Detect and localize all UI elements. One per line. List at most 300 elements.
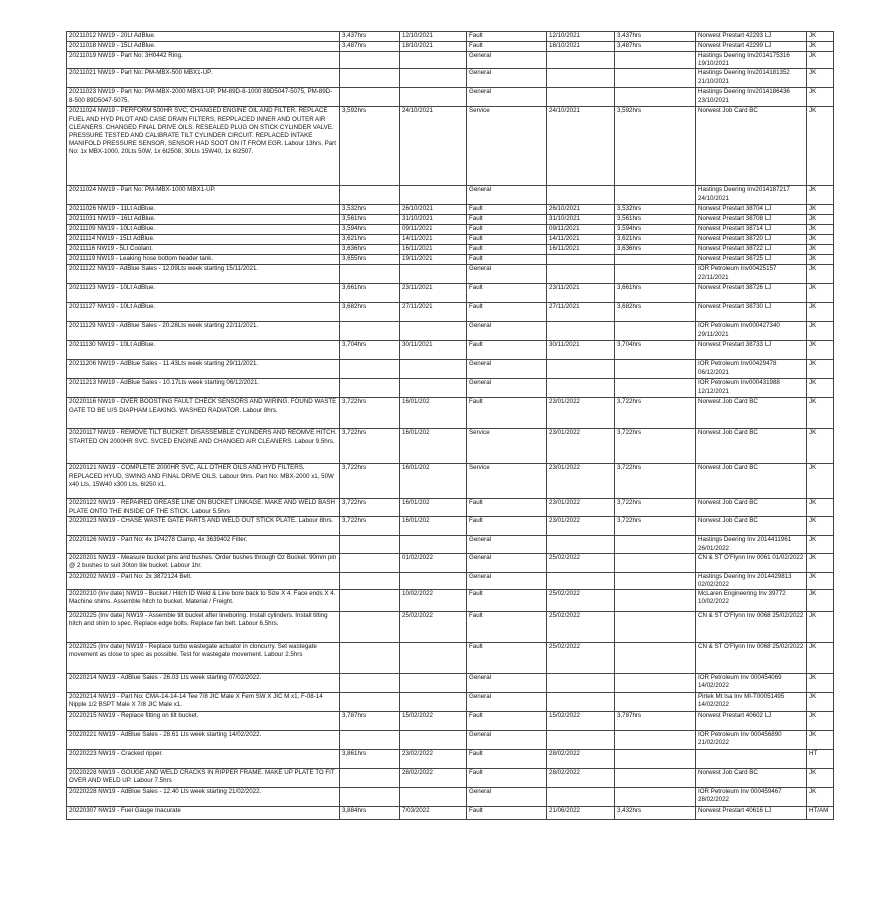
- completed-date-cell: 23/11/2021: [547, 284, 615, 303]
- work-description: 20220221 NW19 - AdBlue Sales - 28.61 Lts week starting 14/02/2022.: [67, 731, 340, 750]
- table-row: [67, 643, 834, 674]
- hours-cell: 3,722hrs: [340, 429, 400, 464]
- type-cell: General: [467, 360, 547, 379]
- completed-hours-cell: 3,787hrs: [615, 712, 696, 731]
- initials-cell: JK: [807, 284, 834, 303]
- initials-cell: JK: [807, 499, 834, 517]
- completed-hours-cell: 3,661hrs: [615, 284, 696, 303]
- work-description: 20211129 NW19 - AdBlue Sales - 20.28Lts week starting 22/11/2021.: [67, 322, 340, 341]
- completed-hours-cell: [615, 590, 696, 612]
- reference-cell: Norwest Job Card BC: [696, 398, 807, 429]
- initials-cell: JK: [807, 52, 834, 69]
- reference-cell: Norwest Job Card BC: [696, 464, 807, 499]
- reference-cell: Hastings Deering Inv2014187217 24/10/2021: [696, 186, 807, 205]
- initials-cell: JK: [807, 693, 834, 712]
- date-cell: [400, 69, 467, 88]
- maintenance-log-table: [66, 31, 834, 820]
- reference-cell: Norwest Prestart 38730 LJ: [696, 303, 807, 322]
- completed-date-cell: 14/11/2021: [547, 235, 615, 245]
- table-row: [67, 536, 834, 553]
- table-row: [67, 107, 834, 186]
- type-cell: General: [467, 536, 547, 553]
- completed-hours-cell: 3,594hrs: [615, 225, 696, 235]
- completed-hours-cell: [615, 643, 696, 674]
- hours-cell: [340, 674, 400, 693]
- initials-cell: JK: [807, 215, 834, 225]
- type-cell: Fault: [467, 235, 547, 245]
- completed-date-cell: 15/02/2022: [547, 712, 615, 731]
- work-description: 20220228 NW19 - AdBlue Sales - 12.40 Lts week starting 21/02/2022.: [67, 788, 340, 807]
- initials-cell: JK: [807, 322, 834, 341]
- date-cell: 09/11/2021: [400, 225, 467, 235]
- hours-cell: [340, 612, 400, 643]
- work-description: 20211023 NW19 - Part No: PM-MBX-2000 MBX1-UP, PM-89D-8-1000 89D5047-5075, PM-89D-8-500 89D5047-5075.: [67, 88, 340, 107]
- table-row: [67, 674, 834, 693]
- table-row: [67, 807, 834, 820]
- date-cell: [400, 360, 467, 379]
- type-cell: General: [467, 69, 547, 88]
- date-cell: [400, 88, 467, 107]
- hours-cell: 3,594hrs: [340, 225, 400, 235]
- table-row: [67, 322, 834, 341]
- initials-cell: JK: [807, 572, 834, 589]
- completed-hours-cell: 3,432hrs: [615, 807, 696, 820]
- work-description: 20220121 NW19 - COMPLETE 2000HR SVC, ALL OTHER OILS AND HYD FILTERS. REPLACED HYUD, SWING AND FINAL DRIVE OILS. Labour 9hrs. Part No: MBX-2000 x1, 50W x40 Lts, 15W40 x300 Lts, 6I250 x1.: [67, 464, 340, 499]
- type-cell: Service: [467, 464, 547, 499]
- date-cell: 16/01/202: [400, 398, 467, 429]
- initials-cell: JK: [807, 225, 834, 235]
- hours-cell: [340, 322, 400, 341]
- type-cell: General: [467, 788, 547, 807]
- type-cell: Fault: [467, 225, 547, 235]
- completed-hours-cell: [615, 88, 696, 107]
- completed-hours-cell: [615, 186, 696, 205]
- completed-hours-cell: [615, 572, 696, 589]
- initials-cell: JK: [807, 536, 834, 553]
- initials-cell: JK: [807, 612, 834, 643]
- date-cell: [400, 643, 467, 674]
- date-cell: [400, 693, 467, 712]
- completed-hours-cell: 3,621hrs: [615, 235, 696, 245]
- reference-cell: Hastings Deering Inv2014181352 21/10/2021: [696, 69, 807, 88]
- completed-date-cell: [547, 788, 615, 807]
- reference-cell: Pirtek Mt Isa Inv MI-T00051495 14/02/2022: [696, 693, 807, 712]
- work-description: 20220307 NW19 - Fuel Gauge Inacurate: [67, 807, 340, 820]
- hours-cell: [340, 360, 400, 379]
- work-description: 20211024 NW19 - Part No: PM-MBX-1000 MBX1-UP.: [67, 186, 340, 205]
- table-row: [67, 265, 834, 284]
- initials-cell: JK: [807, 205, 834, 215]
- completed-date-cell: [547, 265, 615, 284]
- completed-date-cell: [547, 52, 615, 69]
- reference-cell: IOR Petroleum Inv 000454069 14/02/2022: [696, 674, 807, 693]
- date-cell: 12/10/2021: [400, 32, 467, 42]
- completed-hours-cell: 3,592hrs: [615, 107, 696, 186]
- hours-cell: [340, 572, 400, 589]
- completed-date-cell: 28/02/2022: [547, 750, 615, 769]
- hours-cell: 3,636hrs: [340, 245, 400, 255]
- table-row: [67, 303, 834, 322]
- type-cell: General: [467, 731, 547, 750]
- reference-cell: Norwest Prestart 38726 LJ: [696, 284, 807, 303]
- hours-cell: [340, 88, 400, 107]
- completed-date-cell: 21/06/2022: [547, 807, 615, 820]
- initials-cell: JK: [807, 517, 834, 536]
- work-description: 20211109 NW19 - 10Lt AdBlue.: [67, 225, 340, 235]
- table-row: [67, 360, 834, 379]
- work-description: 20220225 (Inv date) NW19 - Replace turbo wastegate actuator in cloncurry. Set wastegate movement as close to spec as possible. Test for wastegate movement. Labour 2.5hrs: [67, 643, 340, 674]
- hours-cell: [340, 379, 400, 398]
- initials-cell: JK: [807, 429, 834, 464]
- date-cell: 16/01/202: [400, 429, 467, 464]
- table-row: [67, 750, 834, 769]
- work-description: 20220116 NW19 - OVER BOOSTING FAULT CHECK SENSORS AND WIRING. FOUND WASTE GATE TO BE U/S DIAPHAM LEAKING. WASHED RADIATOR. Labour 8hrs.: [67, 398, 340, 429]
- hours-cell: [340, 788, 400, 807]
- completed-hours-cell: [615, 265, 696, 284]
- date-cell: 16/01/202: [400, 464, 467, 499]
- hours-cell: [340, 69, 400, 88]
- initials-cell: JK: [807, 553, 834, 572]
- completed-date-cell: 28/02/2022: [547, 769, 615, 788]
- date-cell: 7/03/2022: [400, 807, 467, 820]
- type-cell: Fault: [467, 517, 547, 536]
- work-description: 20211018 NW19 - 15Lt AdBlue.: [67, 42, 340, 52]
- work-description: 20211130 NW19 - 10Lt AdBlue.: [67, 341, 340, 360]
- completed-hours-cell: [615, 52, 696, 69]
- completed-date-cell: [547, 572, 615, 589]
- initials-cell: JK: [807, 186, 834, 205]
- type-cell: Service: [467, 107, 547, 186]
- table-row: [67, 612, 834, 643]
- reference-cell: Norwest Prestart 38733 LJ: [696, 341, 807, 360]
- reference-cell: Norwest Job Card BC: [696, 517, 807, 536]
- initials-cell: HT/AM: [807, 807, 834, 820]
- initials-cell: JK: [807, 255, 834, 265]
- work-description: 20220214 NW19 - Part No: CMA-14-14-14 Tee 7/8 JIC Male X Fem SW X JIC M x1, F-08-14 Nipple 1/2 BSPT Male X 7/8 JIC Male x1.: [67, 693, 340, 712]
- completed-date-cell: 25/02/2022: [547, 553, 615, 572]
- completed-date-cell: [547, 379, 615, 398]
- initials-cell: JK: [807, 590, 834, 612]
- table-row: [67, 52, 834, 69]
- table-row: [67, 398, 834, 429]
- table-row: [67, 553, 834, 572]
- initials-cell: JK: [807, 88, 834, 107]
- table-row: [67, 731, 834, 750]
- work-description: 20211021 NW19 - Part No: PM-MBX-500 MBX1-UP.: [67, 69, 340, 88]
- table-row: [67, 464, 834, 499]
- initials-cell: JK: [807, 245, 834, 255]
- date-cell: 30/11/2021: [400, 341, 467, 360]
- completed-hours-cell: 3,487hrs: [615, 42, 696, 52]
- date-cell: 10/02/2022: [400, 590, 467, 612]
- completed-hours-cell: [615, 750, 696, 769]
- completed-date-cell: [547, 322, 615, 341]
- work-description: 20220202 NW19 - Part No: 2x 3872124 Belt.: [67, 572, 340, 589]
- reference-cell: IOR Petroleum Inv00425157 22/11/2021: [696, 265, 807, 284]
- type-cell: Fault: [467, 643, 547, 674]
- hours-cell: 3,655hrs: [340, 255, 400, 265]
- work-description: 20220117 NW19 - REMOVE TILT BUCKET. DISASSEMBLE CYLINDERS AND REOMVE HITCH. STARTED ON 2000HR SVC. SVCED ENGINE AND CHANGED AIR CLEANERS. Labour 9.5hrs.: [67, 429, 340, 464]
- reference-cell: IOR Petroleum Inv00429478 06/12/2021: [696, 360, 807, 379]
- completed-date-cell: 18/10/2021: [547, 42, 615, 52]
- completed-date-cell: 23/01/2022: [547, 517, 615, 536]
- initials-cell: JK: [807, 643, 834, 674]
- completed-date-cell: [547, 536, 615, 553]
- table-row: [67, 225, 834, 235]
- completed-date-cell: 12/10/2021: [547, 32, 615, 42]
- work-description: 20211116 NW19 - 5Lt Coolant.: [67, 245, 340, 255]
- initials-cell: JK: [807, 69, 834, 88]
- type-cell: Fault: [467, 750, 547, 769]
- type-cell: General: [467, 674, 547, 693]
- type-cell: General: [467, 379, 547, 398]
- hours-cell: [340, 693, 400, 712]
- completed-date-cell: 09/11/2021: [547, 225, 615, 235]
- work-description: 20211012 NW19 - 20Lt AdBlue.: [67, 32, 340, 42]
- reference-cell: Norwest Prestart 42299 LJ: [696, 42, 807, 52]
- type-cell: General: [467, 265, 547, 284]
- date-cell: 24/10/2021: [400, 107, 467, 186]
- type-cell: Fault: [467, 612, 547, 643]
- completed-hours-cell: 3,722hrs: [615, 517, 696, 536]
- date-cell: [400, 572, 467, 589]
- reference-cell: Norwest Prestart 38725 LJ: [696, 255, 807, 265]
- reference-cell: CN & ST O'Flynn Inv 0061 01/02/2022: [696, 553, 807, 572]
- completed-date-cell: 23/01/2022: [547, 499, 615, 517]
- initials-cell: JK: [807, 379, 834, 398]
- initials-cell: JK: [807, 674, 834, 693]
- date-cell: 23/02/2022: [400, 750, 467, 769]
- type-cell: General: [467, 322, 547, 341]
- completed-date-cell: 30/11/2021: [547, 341, 615, 360]
- completed-date-cell: [547, 731, 615, 750]
- initials-cell: JK: [807, 769, 834, 788]
- reference-cell: Norwest Prestart 38714 LJ: [696, 225, 807, 235]
- hours-cell: [340, 536, 400, 553]
- hours-cell: [340, 643, 400, 674]
- hours-cell: [340, 186, 400, 205]
- work-description: 20211123 NW19 - 10Lt AdBlue.: [67, 284, 340, 303]
- initials-cell: JK: [807, 107, 834, 186]
- completed-date-cell: 25/02/2022: [547, 612, 615, 643]
- reference-cell: Norwest Job Card BC: [696, 769, 807, 788]
- table-row: [67, 245, 834, 255]
- initials-cell: JK: [807, 235, 834, 245]
- date-cell: [400, 265, 467, 284]
- reference-cell: IOR Petroleum Inv000427340 29/11/2021: [696, 322, 807, 341]
- date-cell: 23/11/2021: [400, 284, 467, 303]
- table-row: [67, 499, 834, 517]
- table-row: [67, 284, 834, 303]
- reference-cell: Hastings Deering Inv 2014411961 26/01/2022: [696, 536, 807, 553]
- reference-cell: Hastings Deering Inv2014175316 19/10/2021: [696, 52, 807, 69]
- work-description: 20211026 NW19 - 11Lt AdBlue.: [67, 205, 340, 215]
- completed-date-cell: 23/01/2022: [547, 464, 615, 499]
- completed-hours-cell: [615, 693, 696, 712]
- initials-cell: JK: [807, 42, 834, 52]
- completed-hours-cell: 3,682hrs: [615, 303, 696, 322]
- table-row: [67, 590, 834, 612]
- work-description: 20220210 (Inv date) NW19 - Bucket / Hitch ID Weld & Line bore back to Size X 4. Face ends X 4. Machine shims. Assemble hitch to bucket. Material / Freight.: [67, 590, 340, 612]
- table-row: [67, 215, 834, 225]
- completed-hours-cell: [615, 255, 696, 265]
- work-description: 20220225 (Inv date) NW19 - Assemble tilt bucket after lineboring. Install cylinders. Install tilting hitch and shim to spec. Replace edge bolts. Replace fan belt. Labour 6.5hrs.: [67, 612, 340, 643]
- completed-date-cell: 23/01/2022: [547, 429, 615, 464]
- hours-cell: 3,722hrs: [340, 499, 400, 517]
- hours-cell: 3,661hrs: [340, 284, 400, 303]
- type-cell: General: [467, 52, 547, 69]
- hours-cell: 3,704hrs: [340, 341, 400, 360]
- work-description: 20220201 NW19 - Measure bucket pins and bushes. Order bushes through Oz Bucket. 90mm pin @ 2 bushes to suit 30ton tile bucket. Labour 1hr.: [67, 553, 340, 572]
- hours-cell: 3,722hrs: [340, 464, 400, 499]
- work-description: 20220228 NW19 - GOUGE AND WELD CRACKS IN RIPPER FRAME. MAKE UP PLATE TO FIT OVER AND WELD UP. Labour 7.5hrs: [67, 769, 340, 788]
- reference-cell: Norwest Prestart 40602 LJ: [696, 712, 807, 731]
- completed-date-cell: 25/02/2022: [547, 590, 615, 612]
- completed-date-cell: 27/11/2021: [547, 303, 615, 322]
- work-description: 20220126 NW19 - Part No: 4x 1P4278 Clamp, 4x 3639402 Filter.: [67, 536, 340, 553]
- date-cell: [400, 731, 467, 750]
- type-cell: Fault: [467, 205, 547, 215]
- work-description: 20220123 NW19 - CHASE WASTE GATE PARTS AND WELD OUT STICK PLATE. Labour 8hrs.: [67, 517, 340, 536]
- table-row: [67, 42, 834, 52]
- completed-hours-cell: 3,722hrs: [615, 398, 696, 429]
- work-description: 20211031 NW19 - 16Lt AdBlue.: [67, 215, 340, 225]
- date-cell: [400, 52, 467, 69]
- hours-cell: [340, 265, 400, 284]
- reference-cell: CN & ST O'Flynn Inv 0068 25/02/2022: [696, 643, 807, 674]
- completed-hours-cell: [615, 612, 696, 643]
- reference-cell: CN & ST O'Flynn Inv 0068 25/02/2022: [696, 612, 807, 643]
- hours-cell: 3,682hrs: [340, 303, 400, 322]
- type-cell: Fault: [467, 42, 547, 52]
- type-cell: Fault: [467, 341, 547, 360]
- type-cell: Fault: [467, 215, 547, 225]
- date-cell: 14/11/2021: [400, 235, 467, 245]
- initials-cell: JK: [807, 341, 834, 360]
- reference-cell: Norwest Job Card BC: [696, 429, 807, 464]
- work-description: 20211122 NW19 - AdBlue Sales - 12.09Lts week starting 15/11/2021.: [67, 265, 340, 284]
- date-cell: 16/01/202: [400, 499, 467, 517]
- table-row: [67, 693, 834, 712]
- date-cell: 27/11/2021: [400, 303, 467, 322]
- completed-date-cell: 24/10/2021: [547, 107, 615, 186]
- completed-hours-cell: [615, 674, 696, 693]
- table-row: [67, 788, 834, 807]
- completed-hours-cell: 3,437hrs: [615, 32, 696, 42]
- table-row: [67, 205, 834, 215]
- type-cell: General: [467, 553, 547, 572]
- type-cell: Fault: [467, 499, 547, 517]
- completed-date-cell: [547, 69, 615, 88]
- table-row: [67, 32, 834, 42]
- date-cell: [400, 788, 467, 807]
- initials-cell: JK: [807, 712, 834, 731]
- type-cell: General: [467, 693, 547, 712]
- initials-cell: JK: [807, 303, 834, 322]
- type-cell: General: [467, 186, 547, 205]
- reference-cell: [696, 750, 807, 769]
- reference-cell: IOR Petroleum Inv000431988 12/12/2021: [696, 379, 807, 398]
- date-cell: [400, 186, 467, 205]
- completed-date-cell: [547, 255, 615, 265]
- type-cell: Fault: [467, 769, 547, 788]
- initials-cell: JK: [807, 32, 834, 42]
- table-row: [67, 88, 834, 107]
- initials-cell: HT: [807, 750, 834, 769]
- completed-date-cell: [547, 674, 615, 693]
- work-description: 20211024 NW19 - PERFORM 500HR SVC, CHANGED ENGINE OIL AND FILTER. REPLACE FUEL AND HYD PILOT AND CASE DRAIN FILTERS, REPPLACED INNER AND OUTER AIR CLEANERS. CHANGED FINAL DRIVE OILS. RESEALED PLUG ON STICK CYLINDER VALVE. PRESSURE TESTED AND CALIBRATE TILT CYLINDER CIRCUIT. REPLACED INTAKE MANIFOLD PRESSURE SENSOR, SENSOR HAD SOOT ON IT FROM EGR. Labour 13hrs. Part No: 1x MBX-1000, 20Lts 50W, 1x 6I2508, 30Lts 15W40, 1x 6I2507.: [67, 107, 340, 186]
- date-cell: 26/10/2021: [400, 205, 467, 215]
- reference-cell: Norwest Prestart 40616 LJ: [696, 807, 807, 820]
- table-row: [67, 235, 834, 245]
- initials-cell: JK: [807, 360, 834, 379]
- type-cell: Fault: [467, 255, 547, 265]
- type-cell: Fault: [467, 590, 547, 612]
- completed-hours-cell: [615, 553, 696, 572]
- completed-hours-cell: [615, 788, 696, 807]
- completed-hours-cell: [615, 769, 696, 788]
- date-cell: [400, 536, 467, 553]
- table-row: [67, 517, 834, 536]
- date-cell: 31/10/2021: [400, 215, 467, 225]
- reference-cell: Norwest Prestart 38708 LJ: [696, 215, 807, 225]
- reference-cell: Norwest Job Card BC: [696, 107, 807, 186]
- hours-cell: [340, 590, 400, 612]
- completed-hours-cell: 3,704hrs: [615, 341, 696, 360]
- hours-cell: 3,592hrs: [340, 107, 400, 186]
- completed-hours-cell: [615, 536, 696, 553]
- date-cell: 01/02/2022: [400, 553, 467, 572]
- work-description: 20211206 NW19 - AdBlue Sales - 11.43Lts week starting 29/11/2021.: [67, 360, 340, 379]
- completed-hours-cell: 3,722hrs: [615, 499, 696, 517]
- hours-cell: 3,884hrs: [340, 807, 400, 820]
- completed-date-cell: [547, 88, 615, 107]
- hours-cell: [340, 553, 400, 572]
- work-description: 20211114 NW19 - 15Lt AdBlue.: [67, 235, 340, 245]
- type-cell: General: [467, 88, 547, 107]
- work-description: 20211119 NW19 - Leaking hose bottom header tank.: [67, 255, 340, 265]
- hours-cell: 3,722hrs: [340, 398, 400, 429]
- table-row: [67, 379, 834, 398]
- completed-date-cell: 16/11/2021: [547, 245, 615, 255]
- table-row: [67, 769, 834, 788]
- initials-cell: JK: [807, 265, 834, 284]
- completed-date-cell: 26/10/2021: [547, 205, 615, 215]
- completed-hours-cell: 3,561hrs: [615, 215, 696, 225]
- completed-hours-cell: [615, 731, 696, 750]
- work-description: 20211019 NW19 - Part No: 3H0442 Ring.: [67, 52, 340, 69]
- table-row: [67, 712, 834, 731]
- reference-cell: IOR Petroleum Inv 000456890 21/02/2022: [696, 731, 807, 750]
- type-cell: Fault: [467, 284, 547, 303]
- type-cell: Fault: [467, 398, 547, 429]
- completed-hours-cell: 3,532hrs: [615, 205, 696, 215]
- work-description: 20211127 NW19 - 10Lt AdBlue.: [67, 303, 340, 322]
- type-cell: Fault: [467, 32, 547, 42]
- completed-hours-cell: 3,722hrs: [615, 429, 696, 464]
- completed-hours-cell: [615, 322, 696, 341]
- date-cell: 16/11/2021: [400, 245, 467, 255]
- completed-hours-cell: 3,722hrs: [615, 464, 696, 499]
- table-row: [67, 255, 834, 265]
- date-cell: [400, 379, 467, 398]
- completed-hours-cell: [615, 379, 696, 398]
- date-cell: 18/10/2021: [400, 42, 467, 52]
- reference-cell: Hastings Deering Inv2014186436 23/10/2021: [696, 88, 807, 107]
- hours-cell: 3,532hrs: [340, 205, 400, 215]
- reference-cell: Norwest Prestart 38704 LJ: [696, 205, 807, 215]
- date-cell: 28/02/2022: [400, 769, 467, 788]
